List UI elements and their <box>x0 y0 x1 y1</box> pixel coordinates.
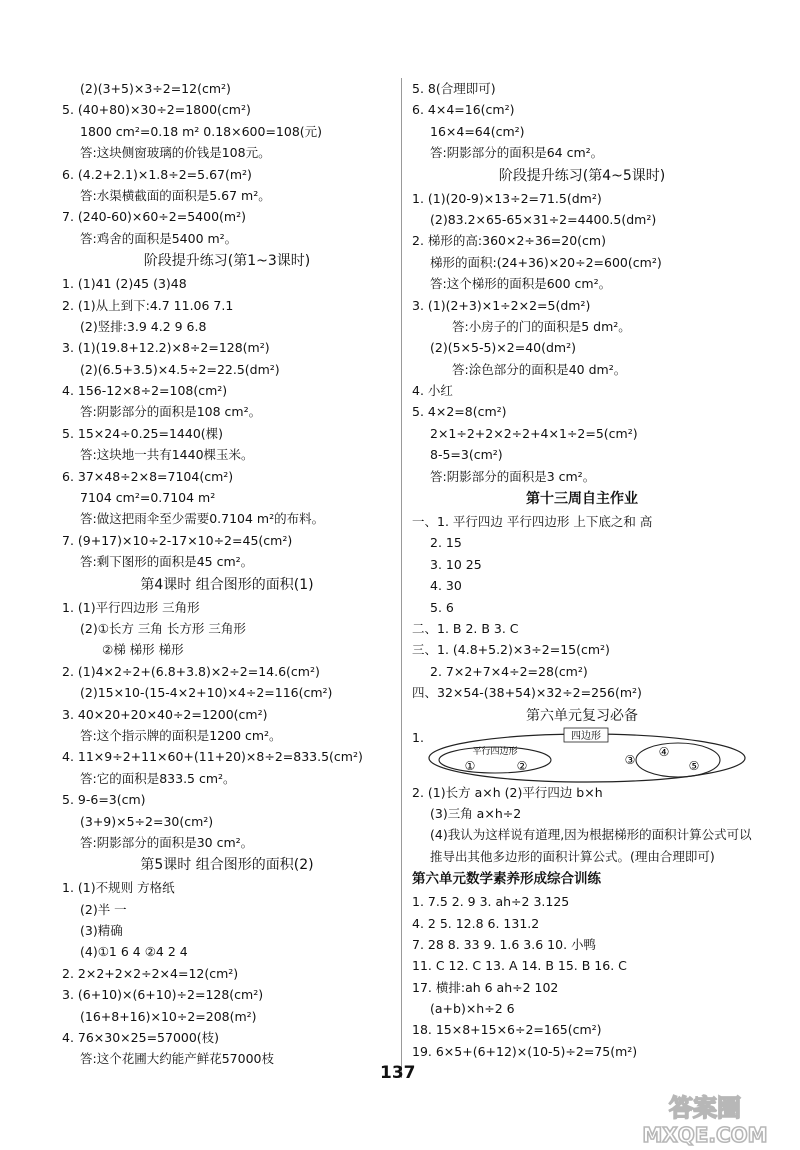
answer-line: 2. (1)4×2÷2+(6.8+3.8)×2÷2=14.6(cm²) <box>62 663 320 679</box>
answer-line: 三、1. (4.8+5.2)×3÷2=15(cm²) <box>412 642 610 658</box>
answer-line: 4. 76×30×25=57000(枝) <box>62 1030 220 1046</box>
answer-line: 2. 15 <box>430 535 462 551</box>
left-column <box>62 78 392 1070</box>
answer-line: (2)①长方 三角 长方形 三角形 <box>80 620 246 636</box>
answer-line: 答:涂色部分的面积是40 dm²。 <box>452 361 627 377</box>
section-heading: 阶段提升练习(第4~5课时) <box>498 167 666 184</box>
answer-line: 答:阴影部分的面积是30 cm²。 <box>80 834 254 850</box>
answer-line: (a+b)×h÷2 6 <box>430 1001 515 1017</box>
circle-4: ④ <box>658 744 670 759</box>
answer-line: 答:阴影部分的面积是64 cm²。 <box>430 145 604 161</box>
answer-line: 答:阴影部分的面积是3 cm²。 <box>430 468 596 484</box>
answer-line: 二、1. B 2. B 3. C <box>412 620 519 636</box>
answer-line: 2. 梯形的高:360×2÷36=20(cm) <box>412 233 606 249</box>
circle-5: ⑤ <box>688 758 700 773</box>
answer-line: 3. (1)(19.8+12.2)×8÷2=128(m²) <box>62 340 270 356</box>
answer-line: 2. (1)长方 a×h (2)平行四边 b×h <box>412 784 603 800</box>
answer-line: 6. 4×4=16(cm²) <box>412 102 515 118</box>
answer-line: 4. 11×9÷2+11×60+(11+20)×8÷2=833.5(cm²) <box>62 749 363 765</box>
answer-line: 4. 2 5. 12.8 6. 131.2 <box>412 915 540 931</box>
answer-line: (2)15×10-(15-4×2+10)×4÷2=116(cm²) <box>80 685 333 701</box>
answer-line: 1800 cm²=0.18 m² 0.18×600=108(元) <box>80 123 323 139</box>
circle-3: ③ <box>624 752 636 767</box>
answer-line: 7. (240-60)×60÷2=5400(m²) <box>62 209 246 225</box>
answer-line: 1. (1)41 (2)45 (3)48 <box>62 276 187 292</box>
answer-line: ②梯 梯形 梯形 <box>102 642 184 658</box>
answer-line: 答:剩下图形的面积是45 cm²。 <box>80 554 254 570</box>
answer-line: 16×4=64(cm²) <box>430 123 525 139</box>
answer-line: (4)我认为这样说有道理,因为根据梯形的面积计算公式可以 <box>430 827 752 843</box>
answer-line: 答:这个花圃大约能产鲜花57000枝 <box>80 1051 274 1067</box>
answer-line: 答:鸡舍的面积是5400 m²。 <box>80 230 238 246</box>
answer-line: 11. C 12. C 13. A 14. B 15. B 16. C <box>412 958 627 974</box>
watermark-line1: 答案圈 <box>669 1094 741 1122</box>
answer-line: 5. 6 <box>430 599 454 615</box>
answer-line: 3. 40×20+20×40÷2=1200(cm²) <box>62 706 268 722</box>
answer-line: 答:这个梯形的面积是600 cm²。 <box>430 276 612 292</box>
answer-line: 2. (1)从上到下:4.7 11.06 7.1 <box>62 297 234 313</box>
answer-line: (2)83.2×65-65×31÷2=4400.5(dm²) <box>430 211 657 227</box>
answer-line: (4)①1 6 4 ②4 2 4 <box>80 944 188 960</box>
trapezoid-ellipse <box>636 743 720 777</box>
right-column-bottom <box>412 782 752 1063</box>
answer-line: 1. (1)(20-9)×13÷2=71.5(dm²) <box>412 190 602 206</box>
right-column <box>412 78 752 1062</box>
answer-line: 18. 15×8+15×6÷2=165(cm²) <box>412 1022 602 1038</box>
answer-line: 5. 8(合理即可) <box>412 81 496 96</box>
answer-line: (3+9)×5÷2=30(cm²) <box>80 813 214 829</box>
answer-line: 答:这块地一共有1440棵玉米。 <box>80 447 254 463</box>
answer-line: 答:这个指示牌的面积是1200 cm²。 <box>80 727 282 743</box>
answer-line: 19. 6×5+(6+12)×(10-5)÷2=75(m²) <box>412 1043 638 1059</box>
inner-label: 平行四边形 <box>472 746 518 757</box>
answer-line: 5. (40+80)×30÷2=1800(cm²) <box>62 102 251 118</box>
section-heading: 第六单元数学素养形成综合训练 <box>412 871 601 888</box>
section-heading: 第5课时 组合图形的面积(2) <box>140 857 314 874</box>
answer-line: 梯形的面积:(24+36)×20÷2=600(cm²) <box>430 254 662 270</box>
answer-line: 7. 28 8. 33 9. 1.6 3.6 10. 小鸭 <box>412 936 597 952</box>
answer-line: 3. (6+10)×(6+10)÷2=128(cm²) <box>62 987 264 1003</box>
section-heading: 第六单元复习必备 <box>526 707 638 724</box>
answer-line: 5. 4×2=8(cm²) <box>412 404 507 420</box>
section-heading: 第十三周自主作业 <box>526 491 638 508</box>
quadrilateral-venn-diagram <box>412 730 752 780</box>
column-divider <box>401 78 402 1078</box>
answer-line: (3)三角 a×h÷2 <box>430 805 522 821</box>
answer-line: 1. (1)不规则 方格纸 <box>62 880 175 896</box>
watermark-logo <box>620 1090 790 1148</box>
answer-line: 4. 小红 <box>412 383 453 399</box>
answer-line: 1. 7.5 2. 9 3. ah÷2 3.125 <box>412 894 570 910</box>
answer-line: 6. 37×48÷2×8=7104(cm²) <box>62 468 234 484</box>
answer-line: 推导出其他多边形的面积计算公式。(理由合理即可) <box>430 848 715 864</box>
answer-line: (16+8+16)×10÷2=208(m²) <box>80 1008 257 1024</box>
answer-line: 答:它的面积是833.5 cm²。 <box>80 770 236 786</box>
answer-line: (2)半 一 <box>80 901 127 917</box>
answer-line: (2)竖排:3.9 4.2 9 6.8 <box>80 318 207 334</box>
answer-line: 3. 10 25 <box>430 556 482 572</box>
answer-line: 答:阴影部分的面积是108 cm²。 <box>80 404 262 420</box>
answer-line: 2×1÷2+2×2÷2+4×1÷2=5(cm²) <box>430 425 638 441</box>
diagram-number: 1. <box>412 729 424 745</box>
answer-line: 一、1. 平行四边 平行四边形 上下底之和 高 <box>412 514 653 530</box>
answer-line: 2. 2×2+2×2÷2×4=12(cm²) <box>62 965 239 981</box>
answer-line: 四、32×54-(38+54)×32÷2=256(m²) <box>412 685 642 701</box>
answer-line: 17. 横排:ah 6 ah÷2 102 <box>412 979 559 995</box>
venn-svg <box>412 726 752 784</box>
answer-line: 答:这块侧窗玻璃的价钱是108元。 <box>80 145 271 161</box>
answer-line: 3. (1)(2+3)×1÷2×2=5(dm²) <box>412 297 591 313</box>
answer-line: 5. 15×24÷0.25=1440(棵) <box>62 425 224 441</box>
section-heading: 第4课时 组合图形的面积(1) <box>140 576 314 593</box>
circle-1: ① <box>464 758 476 773</box>
section-heading: 阶段提升练习(第1~3课时) <box>143 253 311 270</box>
answer-line: 2. 7×2+7×4÷2=28(cm²) <box>430 663 588 679</box>
answer-line: 答:水渠横截面的面积是5.67 m²。 <box>80 187 271 203</box>
answer-line: 4. 30 <box>430 578 462 594</box>
answer-line: 答:小房子的门的面积是5 dm²。 <box>452 318 631 334</box>
answer-line: 7104 cm²=0.7104 m² <box>80 490 216 506</box>
answer-line: (3)精确 <box>80 923 123 939</box>
circle-2: ② <box>516 758 528 773</box>
page-number: 137 <box>380 1063 416 1083</box>
answer-line: 5. 9-6=3(cm) <box>62 792 146 808</box>
answer-line: 4. 156-12×8÷2=108(cm²) <box>62 383 228 399</box>
answer-line: 8-5=3(cm²) <box>430 447 503 463</box>
answer-line: 6. (4.2+2.1)×1.8÷2=5.67(m²) <box>62 166 252 182</box>
answer-line: (2)(6.5+3.5)×4.5÷2=22.5(dm²) <box>80 361 280 377</box>
answer-line: (2)(5×5-5)×2=40(dm²) <box>430 340 576 356</box>
answer-line: 1. (1)平行四边形 三角形 <box>62 599 200 615</box>
watermark-line2: MXQE.COM <box>642 1123 768 1147</box>
answer-line: 答:做这把雨伞至少需要0.7104 m²的布料。 <box>80 511 325 527</box>
answer-line: 7. (9+17)×10÷2-17×10÷2=45(cm²) <box>62 532 293 548</box>
right-column-top <box>412 78 752 728</box>
outer-label: 四边形 <box>571 730 601 742</box>
answer-line: (2)(3+5)×3÷2=12(cm²) <box>80 81 231 96</box>
